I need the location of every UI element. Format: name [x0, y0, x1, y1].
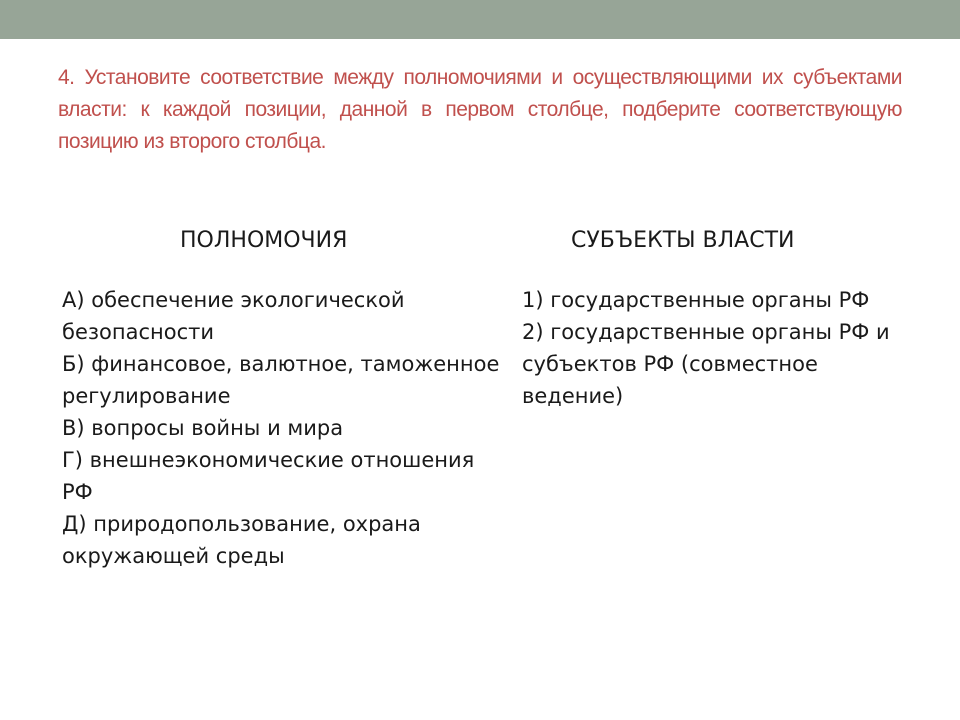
powers-list	[62, 284, 502, 572]
power-item-a: А) обеспечение экологической безопасности	[62, 288, 405, 344]
power-item-v: В) вопросы войны и мира	[62, 416, 344, 440]
task-title: 4. Установите соответствие между полномочиями и осуществляющими их субъектами власти: к каждой позиции, данной в первом столбце, подберите соответствующую позицию из второго столбца.	[58, 66, 902, 153]
subject-item-1: 1) государственные органы РФ	[522, 288, 870, 312]
power-item-d: Д) природопользование, охрана окружающей среды	[62, 512, 421, 568]
power-item-g: Г) внешнеэкономические отношения РФ	[62, 448, 475, 504]
subjects-column-header: СУБЪЕКТЫ ВЛАСТИ	[571, 228, 795, 253]
subjects-list	[522, 284, 922, 412]
top-accent-bar	[0, 0, 960, 39]
subject-item-2: 2) государственные органы РФ и субъектов РФ (совместное ведение)	[522, 320, 890, 408]
power-item-b: Б) финансовое, валютное, таможенное регулирование	[62, 352, 500, 408]
powers-column-header: ПОЛНОМОЧИЯ	[180, 228, 348, 253]
